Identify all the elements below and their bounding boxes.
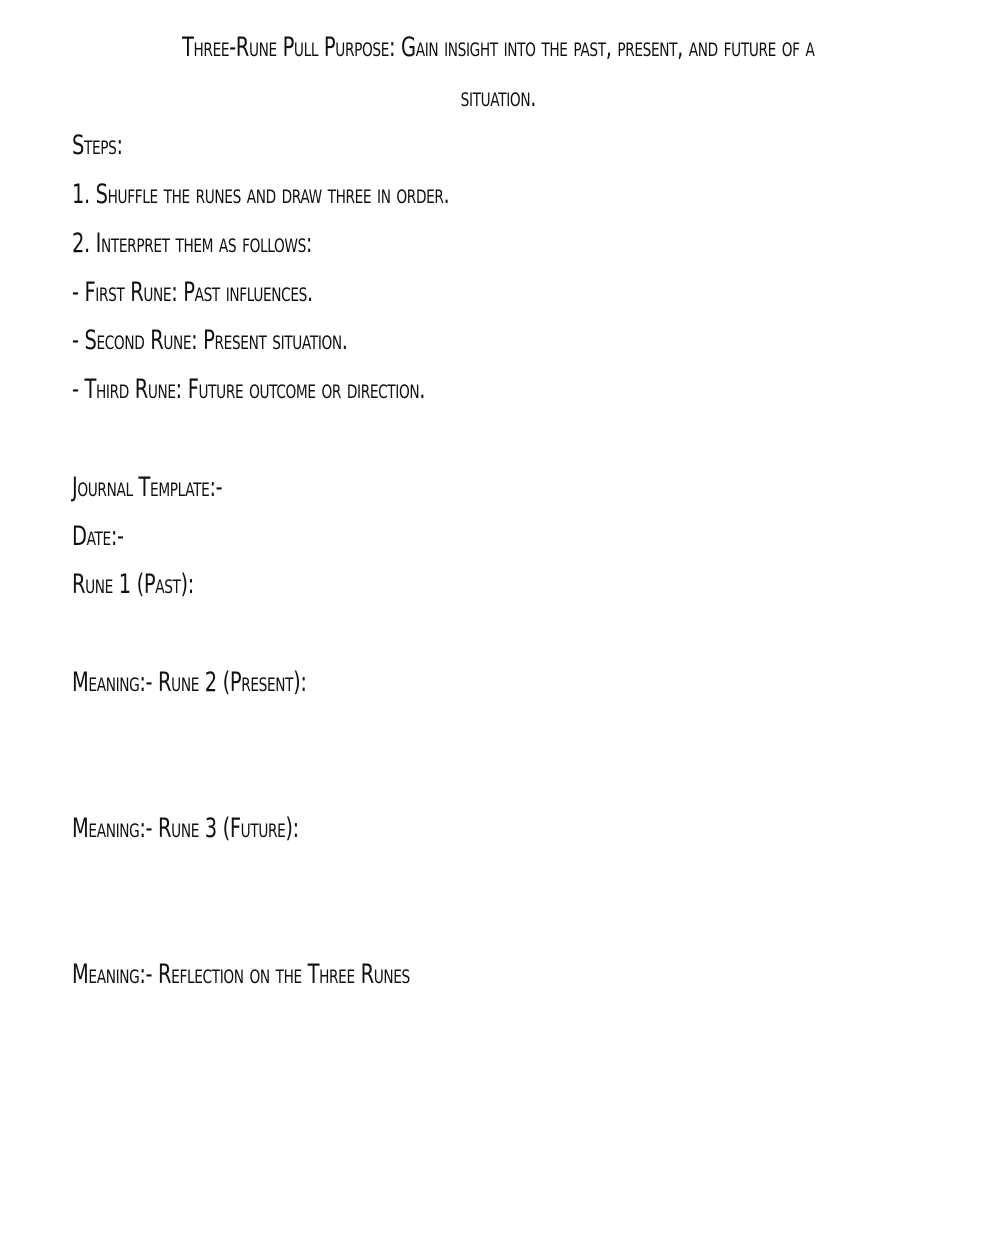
date-label: Date:-: [72, 521, 124, 552]
title-line-2: situation.: [460, 82, 536, 113]
meaning-rune-2-label: Meaning:- Rune 2 (Present):: [72, 667, 307, 698]
meaning-rune-3-label: Meaning:- Rune 3 (Future):: [72, 813, 299, 844]
bullet-third-rune: - Third Rune: Future outcome or direction.: [72, 374, 426, 405]
step-1: 1. Shuffle the runes and draw three in order.: [72, 179, 450, 210]
step-2: 2. Interpret them as follows:: [72, 228, 313, 259]
rune-1-label: Rune 1 (Past):: [72, 569, 194, 600]
journal-template-heading: Journal Template:-: [72, 472, 223, 503]
title-line-1: Three-Rune Pull Purpose: Gain insight into the past, present, and future of a: [181, 32, 815, 63]
meaning-reflection-label: Meaning:- Reflection on the Three Runes: [72, 959, 410, 990]
bullet-first-rune: - First Rune: Past influences.: [72, 277, 313, 308]
bullet-second-rune: - Second Rune: Present situation.: [72, 325, 348, 356]
steps-heading: Steps:: [72, 130, 123, 161]
